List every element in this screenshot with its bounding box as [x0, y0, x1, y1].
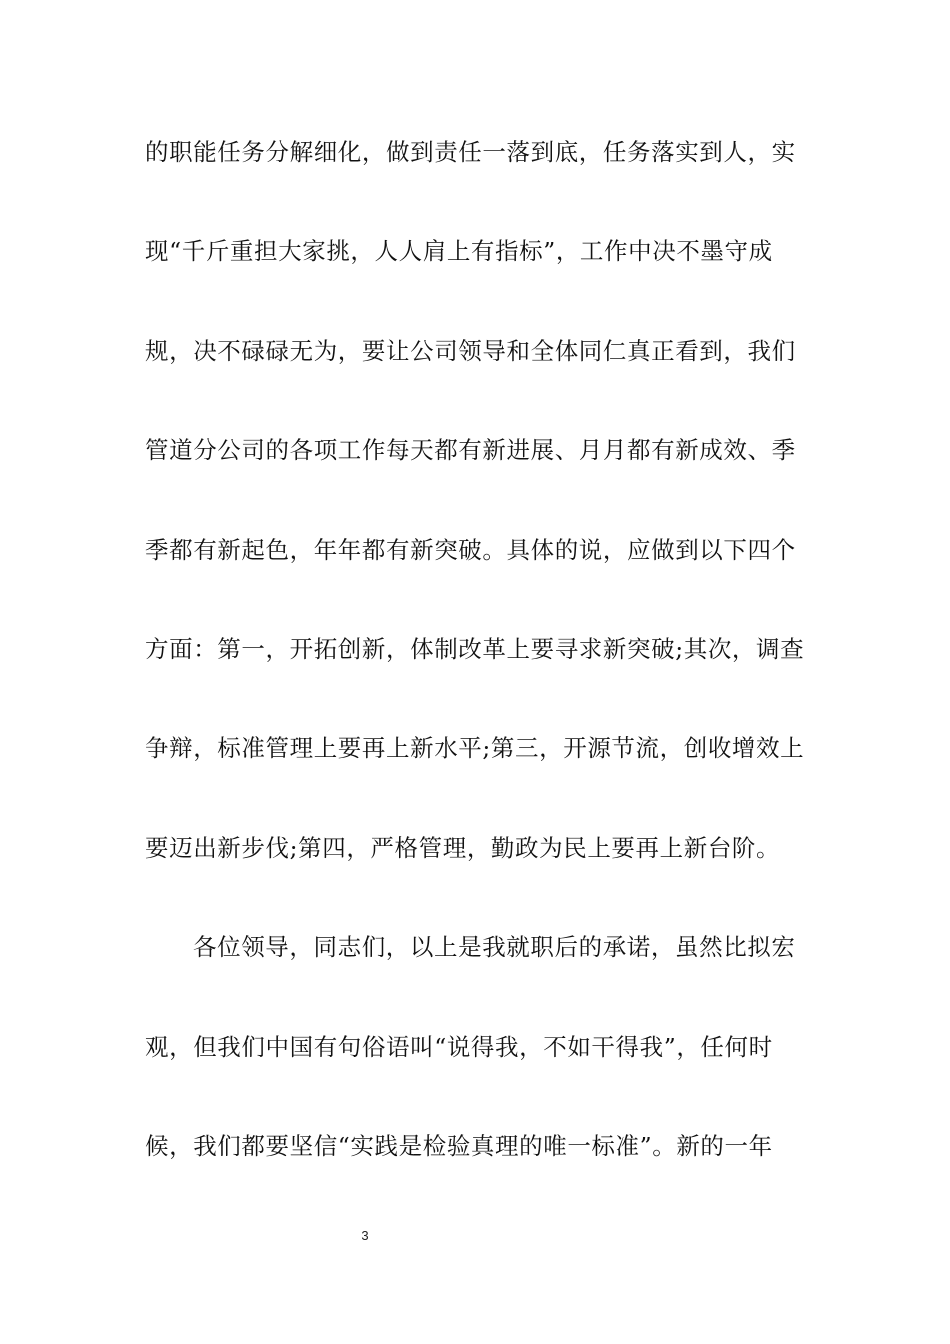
paragraph-first-line: 各位领导，同志们，以上是我就职后的承诺，虽然比拟宏	[193, 933, 796, 961]
text-line: 候，我们都要坚信“实践是检验真理的唯一标准”。新的一年	[145, 1132, 773, 1160]
text-line: 方面：第一，开拓创新，体制改革上要寻求新突破;其次，调查	[145, 635, 805, 663]
text-line: 季都有新起色，年年都有新突破。具体的说，应做到以下四个	[145, 536, 796, 564]
text-line: 现“千斤重担大家挑，人人肩上有指标”，工作中决不墨守成	[145, 237, 773, 265]
page-number: 3	[361, 1228, 369, 1243]
text-line: 规，决不碌碌无为，要让公司领导和全体同仁真正看到，我们	[145, 337, 796, 365]
text-line: 管道分公司的各项工作每天都有新进展、月月都有新成效、季	[145, 436, 796, 464]
text-line: 要迈出新步伐;第四，严格管理，勤政为民上要再上新台阶。	[145, 834, 781, 862]
text-line: 的职能任务分解细化，做到责任一落到底，任务落实到人，实	[145, 138, 796, 166]
text-line: 观，但我们中国有句俗语叫“说得我，不如干得我”，任何时	[145, 1033, 773, 1061]
text-line: 争辩，标准管理上要再上新水平;第三，开源节流，创收增效上	[145, 734, 805, 762]
